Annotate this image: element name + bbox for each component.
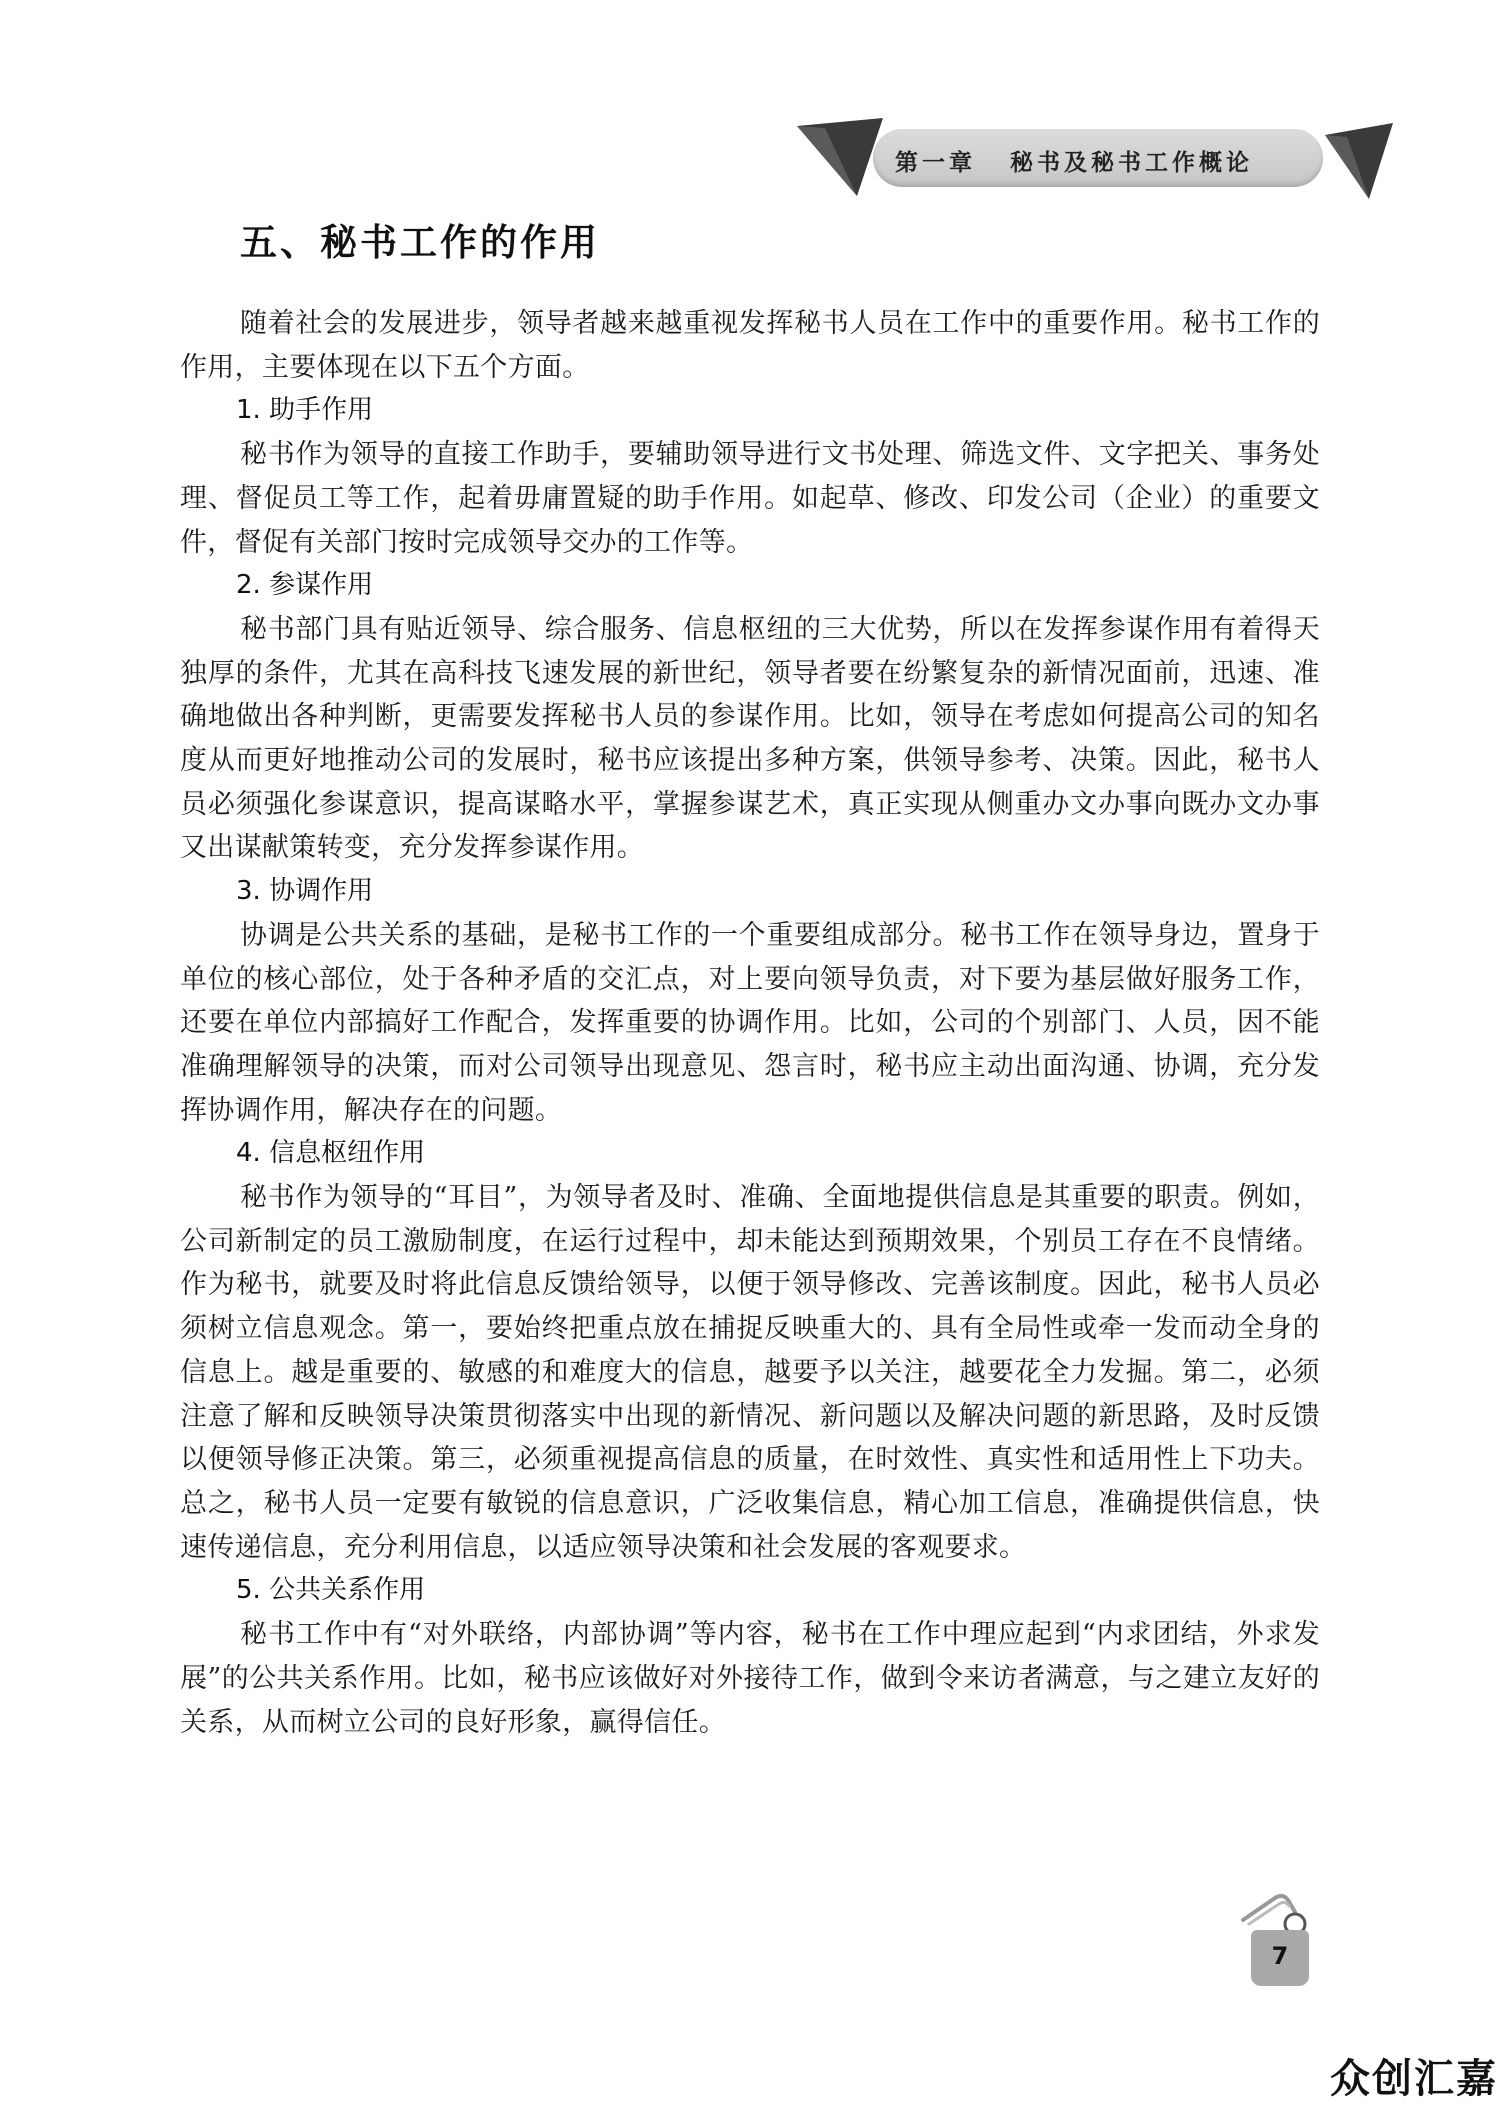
subheading-assistant: 1. 助手作用	[236, 395, 374, 426]
section-title: 五、秘书工作的作用	[240, 221, 600, 264]
watermark-text: 众创汇嘉	[1330, 2056, 1498, 2102]
paragraph-information-hub: 秘书作为领导的“耳目”，为领导者及时、准确、全面地提供信息是其重要的职责。例如，公司新制定的员工激励制度，在运行过程中，却未能达到预期效果，个别员工存在不良情绪。作为秘书，就要及时将此信息反馈给领导，以便于领导修改、完善该制度。因此，秘书人员必须树立信息观念。第一，要始终把重点放在捕捉反映重大的、具有全局性或牵一发而动全身的信息上。越是重要的、敏感的和难度大的信息，越要予以关注，越要花全力发掘。第二，必须注意了解和反映领导决策贯彻落实中出现的新情况、新问题以及解决问题的新思路，及时反馈以便领导修正决策。第三，必须重视提高信息的质量，在时效性、真实性和适用性上下功夫。总之，秘书人员一定要有敏锐的信息意识，广泛收集信息，精心加工信息，准确提供信息，快速传递信息，充分利用信息，以适应领导决策和社会发展的客观要求。	[180, 1182, 1320, 1563]
chapter-label	[895, 144, 1295, 177]
page-number-tag	[1235, 1890, 1325, 1990]
left-triangle-ornament	[795, 118, 885, 198]
subheading-information-hub: 4. 信息枢纽作用	[236, 1138, 426, 1169]
chapter-number: 第一章	[895, 150, 976, 176]
page-number: 7	[1271, 1942, 1289, 1970]
paragraph-assistant: 秘书作为领导的直接工作助手，要辅助领导进行文书处理、筛选文件、文字把关、事务处理、督促员工等工作，起着毋庸置疑的助手作用。如起草、修改、印发公司（企业）的重要文件，督促有关部门按时完成领导交办的工作等。	[180, 439, 1320, 558]
right-triangle-ornament	[1325, 123, 1395, 203]
chapter-title: 秘书及秘书工作概论	[1010, 150, 1253, 176]
paragraph-public-relations: 秘书工作中有“对外联络，内部协调”等内容，秘书在工作中理应起到“内求团结，外求发展”的公共关系作用。比如，秘书应该做好对外接待工作，做到令来访者满意，与之建立友好的关系，从而树立公司的良好形象，赢得信任。	[180, 1619, 1320, 1738]
body-content	[180, 302, 1320, 1744]
subheading-public-relations: 5. 公共关系作用	[236, 1575, 426, 1606]
subheading-coordination: 3. 协调作用	[236, 876, 374, 907]
paragraph-coordination: 协调是公共关系的基础，是秘书工作的一个重要组成部分。秘书工作在领导身边，置身于单位的核心部位，处于各种矛盾的交汇点，对上要向领导负责，对下要为基层做好服务工作，还要在单位内部搞好工作配合，发挥重要的协调作用。比如，公司的个别部门、人员，因不能准确理解领导的决策，而对公司领导出现意见、怨言时，秘书应主动出面沟通、协调，充分发挥协调作用，解决存在的问题。	[180, 919, 1320, 1126]
subheading-advisor: 2. 参谋作用	[236, 570, 374, 601]
paragraph-advisor: 秘书部门具有贴近领导、综合服务、信息枢纽的三大优势，所以在发挥参谋作用有着得天独厚的条件，尤其在高科技飞速发展的新世纪，领导者要在纷繁复杂的新情况面前，迅速、准确地做出各种判断，更需要发挥秘书人员的参谋作用。比如，领导在考虑如何提高公司的知名度从而更好地推动公司的发展时，秘书应该提出多种方案，供领导参考、决策。因此，秘书人员必须强化参谋意识，提高谋略水平，掌握参谋艺术，真正实现从侧重办文办事向既办文办事又出谋献策转变，充分发挥参谋作用。	[180, 613, 1320, 864]
chapter-header	[795, 118, 1420, 200]
intro-paragraph: 随着社会的发展进步，领导者越来越重视发挥秘书人员在工作中的重要作用。秘书工作的作用，主要体现在以下五个方面。	[180, 308, 1320, 383]
